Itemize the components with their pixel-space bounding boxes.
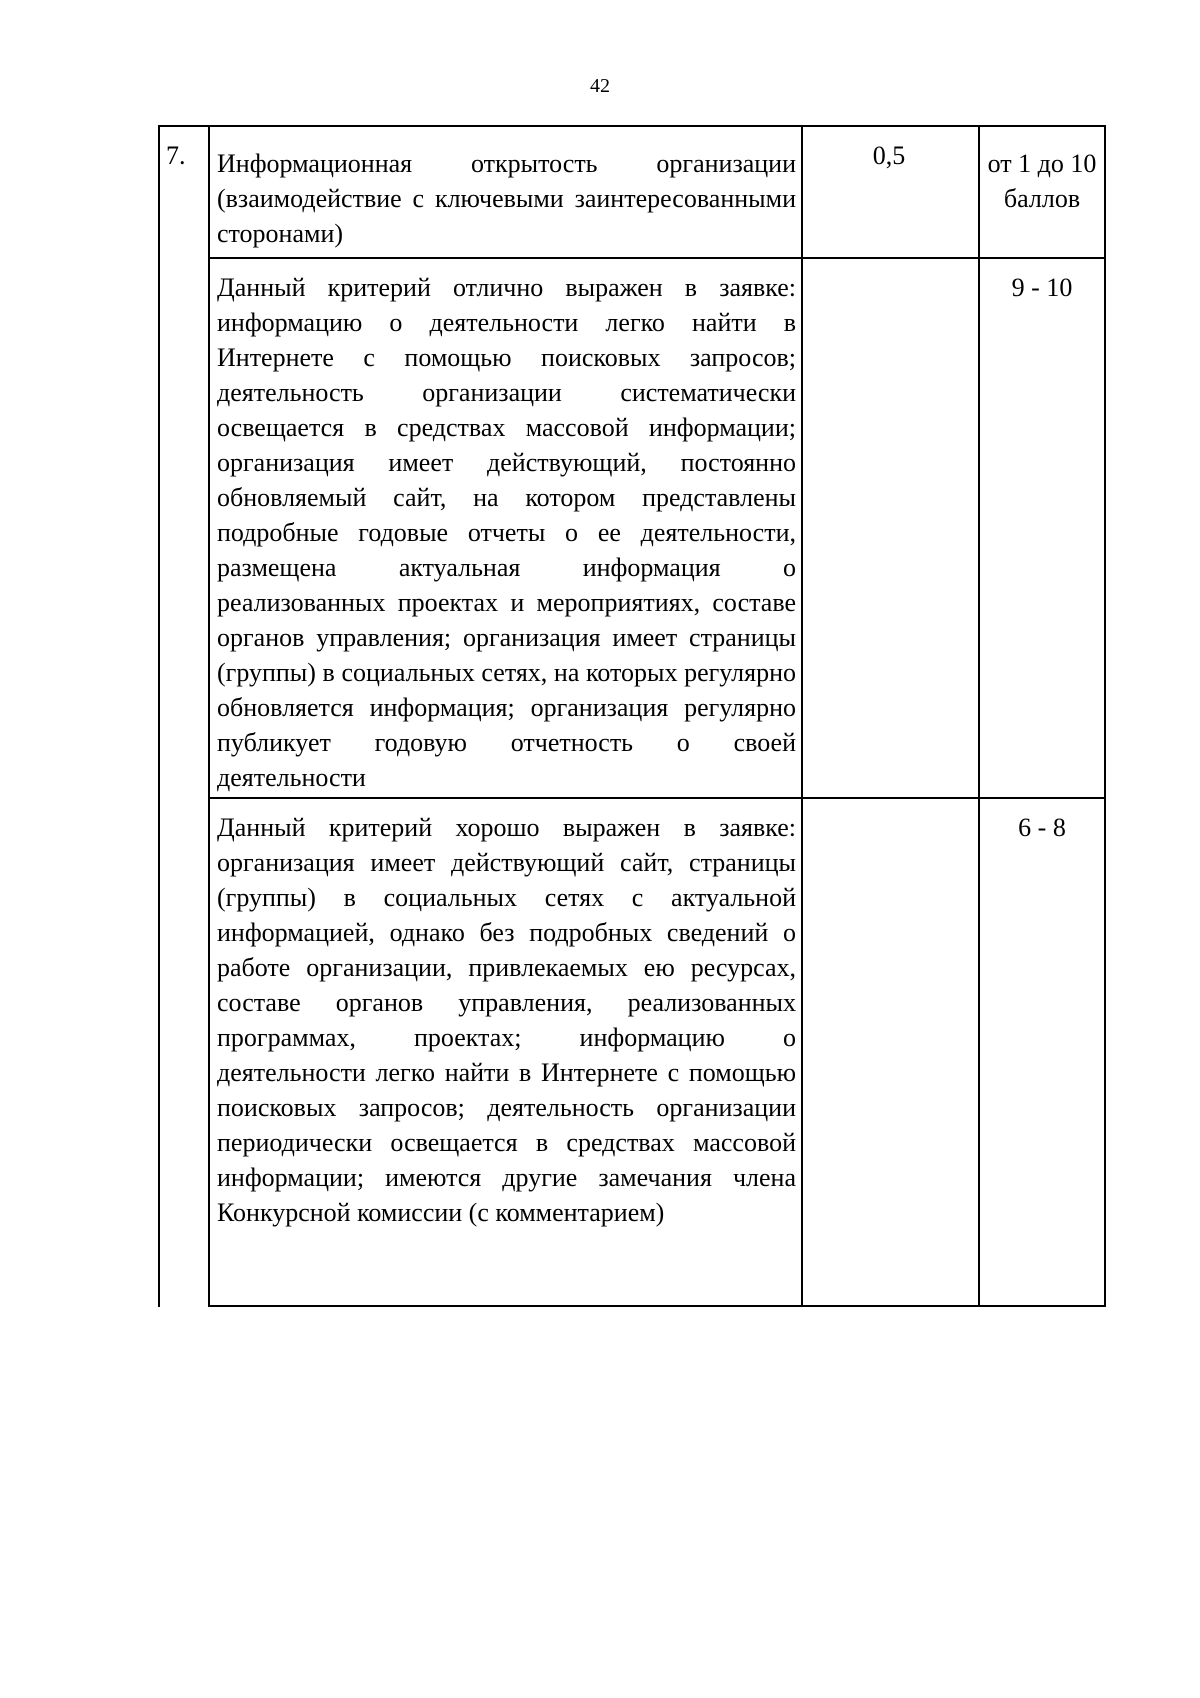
level-score-excellent: 9 - 10 bbox=[1011, 273, 1073, 302]
table-border-left bbox=[158, 125, 160, 1307]
row-divider-1 bbox=[208, 257, 1106, 259]
row-divider-2 bbox=[208, 797, 1106, 799]
criterion-score-range: от 1 до 10 баллов bbox=[987, 149, 1097, 213]
level-score-good: 6 - 8 bbox=[1018, 813, 1066, 842]
criterion-title: Информационная открытость организации (взаимодействие с ключевыми заинтересованными сторонами) bbox=[217, 149, 796, 248]
level-description-excellent: Данный критерий отлично выражен в заявке: информацию о деятельности легко найти в Интернете с помощью поисковых запросов; деятельность организации систематически освещается в средствах массовой информации; организация имеет действующий, постоянно обновляемый сайт, на котором представлены подробные годовые отчеты о ее деятельности, размещена актуальная информация о реализованных проектах и мероприятиях, составе органов управления; организация имеет страницы (группы) в социальных сетях, на которых регулярно обновляется информация; организация регулярно публикует годовую отчетность о своей деятельности bbox=[217, 273, 796, 792]
table-border-bottom bbox=[208, 1305, 1106, 1307]
table-border-criterion-left bbox=[208, 125, 210, 1307]
level-description-good: Данный критерий хорошо выражен в заявке: организация имеет действующий сайт, страницы (группы) в социальных сетях с актуальной информацией, однако без подробных сведений о работе организации, привлекаемых ею ресурсах, составе органов управления, реализованных программах, проектах; информацию о деятельности легко найти в Интернете с помощью поисковых запросов; деятельность организации периодически освещается в средствах массовой информации; имеются другие замечания члена Конкурсной комиссии (с комментарием) bbox=[217, 813, 796, 1227]
criterion-index: 7. bbox=[166, 141, 186, 170]
table-border-right bbox=[1104, 125, 1106, 1307]
criterion-weight: 0,5 bbox=[872, 141, 906, 170]
table-border-top bbox=[158, 125, 1106, 127]
table-border-weight-left bbox=[801, 125, 803, 1307]
page-number: 42 bbox=[590, 75, 610, 97]
